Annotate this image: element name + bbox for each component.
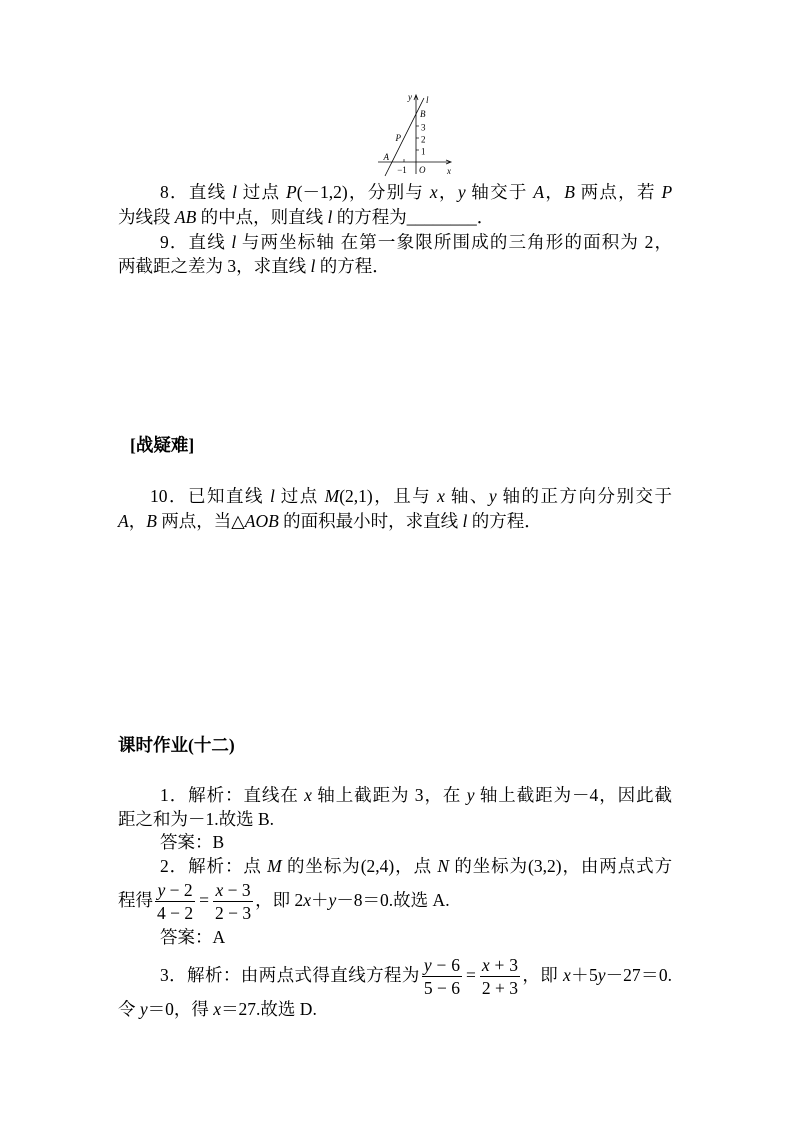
point-a-label: A [383, 152, 389, 162]
math-variable: x [213, 999, 222, 1019]
math-variable: AOB [244, 511, 279, 531]
x-axis-label: x [447, 166, 451, 176]
problem-8-line-1 [160, 180, 672, 204]
text-run: ，即 [521, 965, 559, 985]
problem-10-line-1 [150, 484, 672, 508]
text-run: 9．直线 [160, 232, 226, 252]
math-variable: y [423, 955, 432, 976]
text-run: 10．已知直线 [150, 486, 265, 506]
coordinate-figure [370, 90, 460, 182]
math-variable: y [466, 785, 475, 805]
fraction-denominator: 4 − 2 [157, 903, 194, 924]
math-variable: y [597, 965, 606, 985]
fraction [213, 879, 253, 924]
text-run: 过点 [280, 486, 319, 506]
solution-2-line-2 [118, 874, 672, 926]
text-run: 8．直线 [160, 182, 227, 202]
math-variable: l [232, 182, 238, 202]
text-run: 的方程． [319, 256, 390, 276]
fraction-numerator [155, 879, 195, 902]
text-run: 的坐标为(2,4)，点 [287, 856, 432, 876]
math-variable: x [215, 880, 224, 901]
math-variable: B [146, 511, 157, 531]
tick-label-1: 1 [421, 146, 426, 157]
text-run: 1．解析：直线在 [160, 785, 299, 805]
solution-1-line-1 [160, 783, 672, 807]
solution-1-line-2: 距之和为－1.故选 B. [118, 809, 275, 829]
text-run: ． [476, 207, 495, 227]
math-variable: x [562, 965, 571, 985]
problem-8-line-2 [118, 205, 672, 229]
fraction-denominator: 2 − 3 [215, 903, 252, 924]
text-run: ＋ [311, 890, 329, 910]
problem-9-line-2 [118, 254, 672, 278]
math-variable: x [303, 890, 312, 910]
text-run: ， [544, 182, 565, 202]
text-run: 轴上截距为－4，因此截 [479, 785, 673, 805]
text-run: 的方程为 [336, 207, 407, 227]
text-run: 3．解析：由两点式得直线方程为 [160, 965, 420, 985]
text-run: 的中点，则直线 [200, 207, 324, 227]
origin-label: O [419, 165, 426, 175]
fraction [480, 954, 520, 999]
math-variable: x [429, 182, 438, 202]
text-run: 的方程． [471, 511, 542, 531]
text-run: ，即 2 [255, 890, 304, 910]
math-variable: x [481, 955, 490, 976]
math-variable: x [437, 486, 445, 506]
text-run: 轴上截距为 3，在 [317, 785, 462, 805]
tick-label-2: 2 [421, 134, 426, 145]
text-run: 轴、 [450, 486, 489, 506]
text-run: －27＝0. [605, 965, 673, 985]
y-axis-label: y [408, 92, 412, 102]
fraction [155, 879, 195, 924]
math-variable: A [118, 511, 129, 531]
text-run: ＝27.故选 D. [221, 999, 317, 1019]
section-heading: [战疑难] [130, 435, 195, 455]
solution-1-answer: 答案：B [160, 832, 225, 852]
math-variable: B [564, 182, 575, 202]
text-run: 两截距之差为 3，求直线 [118, 256, 307, 276]
solution-3-line-1 [160, 949, 672, 1001]
text-run: 2．解析：点 [160, 856, 262, 876]
equals-sign: = [199, 890, 209, 910]
text-run: (－1,2)，分别与 [296, 182, 425, 202]
fraction-denominator: 5 − 6 [423, 978, 460, 999]
math-variable: P [286, 182, 297, 202]
text-run: 为线段 [118, 207, 171, 227]
text-run: (2,1)，且与 [339, 486, 432, 506]
fraction [422, 954, 462, 999]
math-variable: M [324, 486, 340, 506]
text-run: + 3 [494, 955, 518, 976]
answers-heading: 课时作业(十二) [118, 735, 235, 755]
solution-2-answer: 答案：A [160, 927, 226, 947]
solution-3-line-2 [118, 997, 672, 1021]
point-b-label: B [420, 109, 426, 119]
text-run: 轴交于 [471, 182, 528, 202]
problem-10-line-2 [118, 509, 672, 533]
fraction-numerator [422, 954, 462, 977]
math-variable: y [328, 890, 337, 910]
text-run: 的面积最小时，求直线 [283, 511, 459, 531]
math-variable: M [267, 856, 282, 876]
text-run: 轴的正方向分别交于 [502, 486, 673, 506]
fraction-numerator [480, 954, 520, 977]
text-run: ＝0，得 [147, 999, 209, 1019]
fraction-denominator: 2 + 3 [481, 978, 518, 999]
math-variable: y [457, 182, 466, 202]
math-variable: AB [174, 207, 197, 227]
tick-label-3: 3 [421, 122, 426, 133]
math-variable: P [661, 182, 673, 202]
fraction-numerator [213, 879, 253, 902]
line-label: l [426, 95, 429, 105]
math-variable: l [231, 232, 237, 252]
text-run: 两点，当△ [161, 511, 245, 531]
math-variable: l [269, 486, 275, 506]
text-run: 程得 [118, 890, 153, 910]
math-variable: y [139, 999, 148, 1019]
text-run: − 3 [227, 880, 251, 901]
math-variable: x [304, 785, 312, 805]
math-variable: N [437, 856, 449, 876]
answer-blank: ________ [406, 207, 477, 227]
text-run: − 2 [169, 880, 193, 901]
math-variable: l [310, 256, 316, 276]
text-run: ， [128, 511, 147, 531]
math-variable: A [533, 182, 545, 202]
equals-sign: = [465, 965, 476, 985]
text-run: − 6 [436, 955, 460, 976]
point-p-label: P [395, 133, 401, 143]
math-variable: y [157, 880, 166, 901]
text-run: ＋5 [570, 965, 598, 985]
text-run: 两点，若 [580, 182, 656, 202]
text-run: 令 [118, 999, 136, 1019]
math-variable: l [327, 207, 333, 227]
text-run: ， [437, 182, 458, 202]
tick-label-neg1: −1 [397, 165, 407, 175]
problem-9-line-1 [160, 230, 672, 254]
text-run: －8＝0.故选 A. [336, 890, 450, 910]
text-run: 与两坐标轴 在第一象限所围成的三角形的面积为 2， [241, 232, 673, 252]
text-run: 过点 [242, 182, 281, 202]
text-run: 的坐标为(3,2)，由两点式方 [454, 856, 673, 876]
math-variable: y [488, 486, 497, 506]
math-variable: l [462, 511, 468, 531]
